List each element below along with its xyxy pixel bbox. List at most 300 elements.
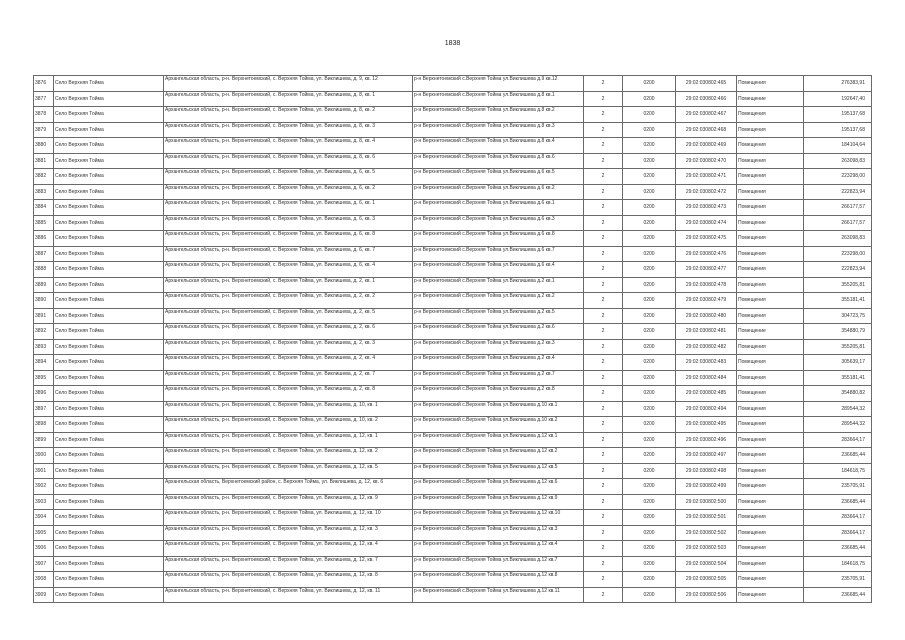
registry-address: р-н Верхнетоемский с.Верхняя Тойма ул.Виклишева д.12 кв.9 bbox=[413, 494, 584, 510]
table-row bbox=[34, 587, 872, 603]
cadastral-number: 29:02:030802:496 bbox=[676, 432, 737, 448]
registry-address: р-н Верхнетоемский с.Верхняя Тойма ул.Виклишева д.8 кв.1 bbox=[413, 91, 584, 107]
registry-address: р-н Верхнетоемский с.Верхняя Тойма ул.Виклишева д.8 кв.6 bbox=[413, 153, 584, 169]
registry-address: р-н Верхнетоемский с.Верхняя Тойма ул.Виклишева д.12 кв.3 bbox=[413, 525, 584, 541]
code-cell: 0200 bbox=[623, 494, 676, 510]
row-number: 3891 bbox=[34, 308, 54, 324]
cadastral-value: 283664,17 bbox=[804, 525, 872, 541]
table-row bbox=[34, 231, 872, 247]
object-type: Помещения bbox=[737, 479, 804, 495]
row-number: 3877 bbox=[34, 91, 54, 107]
settlement-name: Село Верхняя Тойма bbox=[54, 556, 164, 572]
table-row bbox=[34, 417, 872, 433]
object-type: Помещения bbox=[737, 184, 804, 200]
code-cell: 0200 bbox=[623, 432, 676, 448]
count-cell: 2 bbox=[584, 262, 623, 278]
settlement-name: Село Верхняя Тойма bbox=[54, 246, 164, 262]
settlement-name: Село Верхняя Тойма bbox=[54, 417, 164, 433]
cadastral-value: 355181,41 bbox=[804, 370, 872, 386]
cadastral-number: 29:02:030802:506 bbox=[676, 587, 737, 603]
cadastral-value: 235705,91 bbox=[804, 479, 872, 495]
cadastral-value: 355181,41 bbox=[804, 293, 872, 309]
object-type: Помещения bbox=[737, 494, 804, 510]
settlement-name: Село Верхняя Тойма bbox=[54, 215, 164, 231]
table-row bbox=[34, 572, 872, 588]
table-row bbox=[34, 463, 872, 479]
cadastral-value: 283664,17 bbox=[804, 510, 872, 526]
cadastral-number: 29:02:030802:495 bbox=[676, 417, 737, 433]
code-cell: 0200 bbox=[623, 572, 676, 588]
count-cell: 2 bbox=[584, 386, 623, 402]
object-type: Помещения bbox=[737, 169, 804, 185]
code-cell: 0200 bbox=[623, 200, 676, 216]
code-cell: 0200 bbox=[623, 138, 676, 154]
settlement-name: Село Верхняя Тойма bbox=[54, 541, 164, 557]
cadastral-number: 29:02:030802:494 bbox=[676, 401, 737, 417]
cadastral-value: 283664,17 bbox=[804, 432, 872, 448]
cadastral-value: 263098,83 bbox=[804, 153, 872, 169]
count-cell: 2 bbox=[584, 572, 623, 588]
page-number: 1838 bbox=[444, 40, 461, 47]
code-cell: 0200 bbox=[623, 293, 676, 309]
settlement-name: Село Верхняя Тойма bbox=[54, 370, 164, 386]
object-address: Архангельская область, р-н. Верхнетоемский, с. Верхняя Тойма, ул. Виклишева, д. 2, кв. 4 bbox=[164, 355, 413, 371]
cadastral-value: 263098,83 bbox=[804, 231, 872, 247]
object-address: Архангельская область, р-н. Верхнетоемский, с. Верхняя Тойма, ул. Виклишева, д. 12, кв. 1 bbox=[164, 432, 413, 448]
object-address: Архангельская область, р-н. Верхнетоемский, с. Верхняя Тойма, ул. Виклишева, д. 6, кв. 5 bbox=[164, 169, 413, 185]
object-address: Архангельская область, Верхнетоемский район, с. Верхняя Тойма, ул. Виклишева, д. 12, кв. 6 bbox=[164, 479, 413, 495]
settlement-name: Село Верхняя Тойма bbox=[54, 184, 164, 200]
registry-address: р-н Верхнетоемский с.Верхняя Тойма ул.Виклишева д.12 кв.8 bbox=[413, 572, 584, 588]
count-cell: 2 bbox=[584, 355, 623, 371]
table-row bbox=[34, 401, 872, 417]
registry-body bbox=[34, 76, 872, 603]
cadastral-number: 29:02:030802:473 bbox=[676, 200, 737, 216]
code-cell: 0200 bbox=[623, 556, 676, 572]
cadastral-number: 29:02:030802:469 bbox=[676, 138, 737, 154]
settlement-name: Село Верхняя Тойма bbox=[54, 587, 164, 603]
row-number: 3880 bbox=[34, 138, 54, 154]
row-number: 3896 bbox=[34, 386, 54, 402]
table-row bbox=[34, 122, 872, 138]
settlement-name: Село Верхняя Тойма bbox=[54, 463, 164, 479]
registry-address: р-н Верхнетоемский с.Верхняя Тойма ул.Виклишева д.2 кв.5 bbox=[413, 308, 584, 324]
registry-address: р-н Верхнетоемский с.Верхняя Тойма ул.Виклишева д.6 кв.8 bbox=[413, 231, 584, 247]
object-type: Помещения bbox=[737, 262, 804, 278]
count-cell: 2 bbox=[584, 401, 623, 417]
registry-address: р-н Верхнетоемский с.Верхняя Тойма ул.Виклишева д.12 кв.6 bbox=[413, 479, 584, 495]
cadastral-value: 184618,75 bbox=[804, 556, 872, 572]
cadastral-number: 29:02:030802:471 bbox=[676, 169, 737, 185]
code-cell: 0200 bbox=[623, 587, 676, 603]
table-row bbox=[34, 200, 872, 216]
row-number: 3881 bbox=[34, 153, 54, 169]
object-type: Помещения bbox=[737, 417, 804, 433]
count-cell: 2 bbox=[584, 525, 623, 541]
object-type: Помещение bbox=[737, 324, 804, 340]
cadastral-number: 29:02:030802:501 bbox=[676, 510, 737, 526]
registry-address: р-н Верхнетоемский с.Верхняя Тойма ул.Виклишева д.12 кв.5 bbox=[413, 463, 584, 479]
registry-address: р-н Верхнетоемский с.Верхняя Тойма ул.Виклишева д.2 кв.1 bbox=[413, 277, 584, 293]
count-cell: 2 bbox=[584, 448, 623, 464]
count-cell: 2 bbox=[584, 184, 623, 200]
object-address: Архангельская область, р-н. Верхнетоемский, с. Верхняя Тойма, ул. Виклишева, д. 10, кв. 2 bbox=[164, 417, 413, 433]
table-row bbox=[34, 277, 872, 293]
object-address: Архангельская область, р-н. Верхнетоемский, с. Верхняя Тойма, ул. Виклишева, д. 10, кв. 1 bbox=[164, 401, 413, 417]
count-cell: 2 bbox=[584, 107, 623, 123]
object-type: Помещения bbox=[737, 401, 804, 417]
row-number: 3895 bbox=[34, 370, 54, 386]
settlement-name: Село Верхняя Тойма bbox=[54, 525, 164, 541]
cadastral-number: 29:02:030802:504 bbox=[676, 556, 737, 572]
registry-address: р-н Верхнетоемский с.Верхняя Тойма ул.Виклишева д.12 кв.7 bbox=[413, 556, 584, 572]
row-number: 3885 bbox=[34, 215, 54, 231]
object-type: Помещения bbox=[737, 138, 804, 154]
table-row bbox=[34, 479, 872, 495]
cadastral-value: 184618,75 bbox=[804, 463, 872, 479]
registry-address: р-н Верхнетоемский с.Верхняя Тойма ул.Виклишева д.2 кв.6 bbox=[413, 324, 584, 340]
object-address: Архангельская область, р-н. Верхнетоемский, с. Верхняя Тойма, ул. Виклишева, д. 2, кв. 8 bbox=[164, 386, 413, 402]
code-cell: 0200 bbox=[623, 107, 676, 123]
registry-address: р-н Верхнетоемский с.Верхняя Тойма ул.Виклишева д.8 кв.3 bbox=[413, 122, 584, 138]
row-number: 3905 bbox=[34, 525, 54, 541]
code-cell: 0200 bbox=[623, 355, 676, 371]
object-type: Помещение bbox=[737, 215, 804, 231]
code-cell: 0200 bbox=[623, 169, 676, 185]
registry-address: р-н Верхнетоемский с.Верхняя Тойма ул.Виклишева д.12 кв.4 bbox=[413, 541, 584, 557]
settlement-name: Село Верхняя Тойма bbox=[54, 339, 164, 355]
count-cell: 2 bbox=[584, 138, 623, 154]
cadastral-number: 29:02:030802:467 bbox=[676, 107, 737, 123]
cadastral-number: 29:02:030802:485 bbox=[676, 386, 737, 402]
cadastral-value: 305639,17 bbox=[804, 355, 872, 371]
object-address: Архангельская область, р-н. Верхнетоемский, с. Верхняя Тойма, ул. Виклишева, д. 6, кв. 4 bbox=[164, 262, 413, 278]
settlement-name: Село Верхняя Тойма bbox=[54, 76, 164, 92]
cadastral-value: 184104,64 bbox=[804, 138, 872, 154]
cadastral-number: 29:02:030802:472 bbox=[676, 184, 737, 200]
row-number: 3901 bbox=[34, 463, 54, 479]
table-row bbox=[34, 153, 872, 169]
table-row bbox=[34, 541, 872, 557]
row-number: 3879 bbox=[34, 122, 54, 138]
registry-address: р-н Верхнетоемский с.Верхняя Тойма ул.Виклишева д.12 кв.10 bbox=[413, 510, 584, 526]
registry-table bbox=[33, 75, 872, 603]
object-type: Помещения bbox=[737, 370, 804, 386]
cadastral-value: 223298,00 bbox=[804, 169, 872, 185]
object-address: Архангельская область, р-н. Верхнетоемский, с. Верхняя Тойма, ул. Виклишева, д. 2, кв. 5 bbox=[164, 308, 413, 324]
object-address: Архангельская область, р-н. Верхнетоемский, с. Верхняя Тойма, ул. Виклишева, д. 8, кв. 3 bbox=[164, 122, 413, 138]
row-number: 3908 bbox=[34, 572, 54, 588]
count-cell: 2 bbox=[584, 308, 623, 324]
row-number: 3884 bbox=[34, 200, 54, 216]
cadastral-number: 29:02:030802:497 bbox=[676, 448, 737, 464]
settlement-name: Село Верхняя Тойма bbox=[54, 448, 164, 464]
count-cell: 2 bbox=[584, 587, 623, 603]
object-address: Архангельская область, р-н. Верхнетоемский, с. Верхняя Тойма, ул. Виклишева, д. 2, кв. 2 bbox=[164, 293, 413, 309]
code-cell: 0200 bbox=[623, 370, 676, 386]
row-number: 3889 bbox=[34, 277, 54, 293]
object-type: Помещения bbox=[737, 277, 804, 293]
cadastral-number: 29:02:030802:475 bbox=[676, 231, 737, 247]
object-address: Архангельская область, р-н. Верхнетоемский, с. Верхняя Тойма, ул. Виклишева, д. 8, кв. 2 bbox=[164, 107, 413, 123]
object-address: Архангельская область, р-н. Верхнетоемский, с. Верхняя Тойма, ул. Виклишева, д. 6, кв. 7 bbox=[164, 246, 413, 262]
count-cell: 2 bbox=[584, 76, 623, 92]
row-number: 3904 bbox=[34, 510, 54, 526]
registry-address: р-н Верхнетоемский с.Верхняя Тойма ул.Виклишева д.10 кв.1 bbox=[413, 401, 584, 417]
code-cell: 0200 bbox=[623, 184, 676, 200]
table-row bbox=[34, 262, 872, 278]
code-cell: 0200 bbox=[623, 246, 676, 262]
object-address: Архангельская область, р-н. Верхнетоемский, с. Верхняя Тойма, ул. Виклишева, д. 12, кв. 11 bbox=[164, 587, 413, 603]
count-cell: 2 bbox=[584, 215, 623, 231]
cadastral-number: 29:02:030802:503 bbox=[676, 541, 737, 557]
code-cell: 0200 bbox=[623, 510, 676, 526]
code-cell: 0200 bbox=[623, 479, 676, 495]
table-row bbox=[34, 339, 872, 355]
object-address: Архангельская область, р-н. Верхнетоемский, с. Верхняя Тойма, ул. Виклишева, д. 12, кв. 2 bbox=[164, 448, 413, 464]
code-cell: 0200 bbox=[623, 525, 676, 541]
cadastral-value: 355205,81 bbox=[804, 277, 872, 293]
object-address: Архангельская область, р-н. Верхнетоемский, с. Верхняя Тойма, ул. Виклишева, д. 12, кв. 8 bbox=[164, 572, 413, 588]
registry-address: р-н Верхнетоемский с.Верхняя Тойма ул.Виклишева д.8 кв.4 bbox=[413, 138, 584, 154]
cadastral-value: 354880,82 bbox=[804, 386, 872, 402]
cadastral-number: 29:02:030802:499 bbox=[676, 479, 737, 495]
table-row bbox=[34, 525, 872, 541]
count-cell: 2 bbox=[584, 169, 623, 185]
table-row bbox=[34, 556, 872, 572]
object-address: Архангельская область, р-н. Верхнетоемский, с. Верхняя Тойма, ул. Виклишева, д. 6, кв. 3 bbox=[164, 215, 413, 231]
registry-address: р-н Верхнетоемский с.Верхняя Тойма ул.Виклишева д.2 кв.2 bbox=[413, 293, 584, 309]
cadastral-number: 29:02:030802:480 bbox=[676, 308, 737, 324]
cadastral-value: 195137,68 bbox=[804, 122, 872, 138]
cadastral-value: 289544,32 bbox=[804, 417, 872, 433]
code-cell: 0200 bbox=[623, 386, 676, 402]
object-type: Помещения bbox=[737, 200, 804, 216]
object-type: Помещения bbox=[737, 293, 804, 309]
count-cell: 2 bbox=[584, 463, 623, 479]
table-row bbox=[34, 448, 872, 464]
settlement-name: Село Верхняя Тойма bbox=[54, 355, 164, 371]
settlement-name: Село Верхняя Тойма bbox=[54, 231, 164, 247]
settlement-name: Село Верхняя Тойма bbox=[54, 91, 164, 107]
code-cell: 0200 bbox=[623, 215, 676, 231]
object-address: Архангельская область, р-н. Верхнетоемский, с. Верхняя Тойма, ул. Виклишева, д. 9, кв. 12 bbox=[164, 76, 413, 92]
count-cell: 2 bbox=[584, 277, 623, 293]
code-cell: 0200 bbox=[623, 308, 676, 324]
object-address: Архангельская область, р-н. Верхнетоемский, с. Верхняя Тойма, ул. Виклишева, д. 12, кв. 10 bbox=[164, 510, 413, 526]
settlement-name: Село Верхняя Тойма bbox=[54, 107, 164, 123]
settlement-name: Село Верхняя Тойма bbox=[54, 169, 164, 185]
object-type: Помещения bbox=[737, 386, 804, 402]
registry-address: р-н Верхнетоемский с.Верхняя Тойма ул.Виклишева д.6 кв.3 bbox=[413, 215, 584, 231]
object-type: Помещение bbox=[737, 91, 804, 107]
row-number: 3898 bbox=[34, 417, 54, 433]
cadastral-number: 29:02:030802:502 bbox=[676, 525, 737, 541]
object-address: Архангельская область, р-н. Верхнетоемский, с. Верхняя Тойма, ул. Виклишева, д. 6, кв. 1 bbox=[164, 200, 413, 216]
object-type: Помещения bbox=[737, 448, 804, 464]
table-row bbox=[34, 293, 872, 309]
cadastral-value: 236685,44 bbox=[804, 587, 872, 603]
table-row bbox=[34, 432, 872, 448]
count-cell: 2 bbox=[584, 556, 623, 572]
object-address: Архангельская область, р-н. Верхнетоемский, с. Верхняя Тойма, ул. Виклишева, д. 2, кв. 6 bbox=[164, 324, 413, 340]
code-cell: 0200 bbox=[623, 417, 676, 433]
object-type: Помещения bbox=[737, 541, 804, 557]
cadastral-number: 29:02:030802:466 bbox=[676, 91, 737, 107]
settlement-name: Село Верхняя Тойма bbox=[54, 401, 164, 417]
code-cell: 0200 bbox=[623, 153, 676, 169]
code-cell: 0200 bbox=[623, 401, 676, 417]
settlement-name: Село Верхняя Тойма bbox=[54, 153, 164, 169]
count-cell: 2 bbox=[584, 246, 623, 262]
cadastral-number: 29:02:030802:498 bbox=[676, 463, 737, 479]
table-row bbox=[34, 355, 872, 371]
cadastral-value: 223298,00 bbox=[804, 246, 872, 262]
row-number: 3893 bbox=[34, 339, 54, 355]
row-number: 3883 bbox=[34, 184, 54, 200]
cadastral-value: 304723,75 bbox=[804, 308, 872, 324]
object-address: Архангельская область, р-н. Верхнетоемский, с. Верхняя Тойма, ул. Виклишева, д. 8, кв. 4 bbox=[164, 138, 413, 154]
row-number: 3876 bbox=[34, 76, 54, 92]
cadastral-number: 29:02:030802:483 bbox=[676, 355, 737, 371]
row-number: 3882 bbox=[34, 169, 54, 185]
registry-address: р-н Верхнетоемский с.Верхняя Тойма ул.Виклишева д.6 кв.5 bbox=[413, 169, 584, 185]
settlement-name: Село Верхняя Тойма bbox=[54, 479, 164, 495]
object-type: Помещения bbox=[737, 308, 804, 324]
object-type: Помещения bbox=[737, 525, 804, 541]
object-address: Архангельская область, р-н. Верхнетоемский, с. Верхняя Тойма, ул. Виклишева, д. 8, кв. 6 bbox=[164, 153, 413, 169]
table-row bbox=[34, 494, 872, 510]
row-number: 3897 bbox=[34, 401, 54, 417]
object-type: Помещения bbox=[737, 510, 804, 526]
registry-address: р-н Верхнетоемский с.Верхняя Тойма ул.Виклишева д.6 кв.1 bbox=[413, 200, 584, 216]
count-cell: 2 bbox=[584, 293, 623, 309]
settlement-name: Село Верхняя Тойма bbox=[54, 572, 164, 588]
object-type: Помещения bbox=[737, 122, 804, 138]
settlement-name: Село Верхняя Тойма bbox=[54, 122, 164, 138]
count-cell: 2 bbox=[584, 370, 623, 386]
registry-address: р-н Верхнетоемский с.Верхняя Тойма ул.Виклишева д.12 кв.2 bbox=[413, 448, 584, 464]
row-number: 3906 bbox=[34, 541, 54, 557]
row-number: 3892 bbox=[34, 324, 54, 340]
code-cell: 0200 bbox=[623, 324, 676, 340]
cadastral-value: 236685,44 bbox=[804, 494, 872, 510]
object-type: Помещения bbox=[737, 339, 804, 355]
registry-address: р-н Верхнетоемский с.Верхняя Тойма ул.Виклишева д.2 кв.7 bbox=[413, 370, 584, 386]
cadastral-value: 266177,57 bbox=[804, 200, 872, 216]
code-cell: 0200 bbox=[623, 541, 676, 557]
code-cell: 0200 bbox=[623, 91, 676, 107]
cadastral-value: 236685,44 bbox=[804, 541, 872, 557]
object-type: Помещения bbox=[737, 572, 804, 588]
cadastral-number: 29:02:030802:477 bbox=[676, 262, 737, 278]
cadastral-number: 29:02:030802:468 bbox=[676, 122, 737, 138]
object-address: Архангельская область, р-н. Верхнетоемский, с. Верхняя Тойма, ул. Виклишева, д. 12, кв. 7 bbox=[164, 556, 413, 572]
table-row bbox=[34, 370, 872, 386]
table-row bbox=[34, 138, 872, 154]
settlement-name: Село Верхняя Тойма bbox=[54, 324, 164, 340]
object-address: Архангельская область, р-н. Верхнетоемский, с. Верхняя Тойма, ул. Виклишева, д. 2, кв. 7 bbox=[164, 370, 413, 386]
registry-address: р-н Верхнетоемский с.Верхняя Тойма ул.Виклишева д.6 кв.2 bbox=[413, 184, 584, 200]
registry-address: р-н Верхнетоемский с.Верхняя Тойма ул.Виклишева д.12 кв.11 bbox=[413, 587, 584, 603]
row-number: 3890 bbox=[34, 293, 54, 309]
table-row bbox=[34, 246, 872, 262]
count-cell: 2 bbox=[584, 541, 623, 557]
object-type: Помещения bbox=[737, 463, 804, 479]
count-cell: 2 bbox=[584, 432, 623, 448]
object-type: Помещения bbox=[737, 587, 804, 603]
code-cell: 0200 bbox=[623, 277, 676, 293]
settlement-name: Село Верхняя Тойма bbox=[54, 277, 164, 293]
object-address: Архангельская область, р-н. Верхнетоемский, с. Верхняя Тойма, ул. Виклишева, д. 12, кв. 4 bbox=[164, 541, 413, 557]
row-number: 3909 bbox=[34, 587, 54, 603]
table-row bbox=[34, 169, 872, 185]
cadastral-value: 355205,81 bbox=[804, 339, 872, 355]
cadastral-value: 222823,94 bbox=[804, 184, 872, 200]
row-number: 3894 bbox=[34, 355, 54, 371]
object-type: Помещения bbox=[737, 107, 804, 123]
count-cell: 2 bbox=[584, 324, 623, 340]
object-type: Помещения bbox=[737, 76, 804, 92]
object-type: Помещения bbox=[737, 246, 804, 262]
settlement-name: Село Верхняя Тойма bbox=[54, 494, 164, 510]
table-row bbox=[34, 215, 872, 231]
cadastral-number: 29:02:030802:505 bbox=[676, 572, 737, 588]
cadastral-value: 192647,40 bbox=[804, 91, 872, 107]
object-address: Архангельская область, р-н. Верхнетоемский, с. Верхняя Тойма, ул. Виклишева, д. 6, кв. 2 bbox=[164, 184, 413, 200]
cadastral-value: 222823,94 bbox=[804, 262, 872, 278]
table-row bbox=[34, 76, 872, 92]
code-cell: 0200 bbox=[623, 448, 676, 464]
row-number: 3899 bbox=[34, 432, 54, 448]
cadastral-number: 29:02:030802:476 bbox=[676, 246, 737, 262]
object-address: Архангельская область, р-н. Верхнетоемский, с. Верхняя Тойма, ул. Виклишева, д. 6, кв. 8 bbox=[164, 231, 413, 247]
cadastral-number: 29:02:030802:470 bbox=[676, 153, 737, 169]
settlement-name: Село Верхняя Тойма bbox=[54, 432, 164, 448]
settlement-name: Село Верхняя Тойма bbox=[54, 138, 164, 154]
object-type: Помещения bbox=[737, 231, 804, 247]
object-address: Архангельская область, р-н. Верхнетоемский, с. Верхняя Тойма, ул. Виклишева, д. 12, кв. 3 bbox=[164, 525, 413, 541]
table-row bbox=[34, 510, 872, 526]
registry-address: р-н Верхнетоемский с.Верхняя Тойма ул.Виклишева д.6 кв.7 bbox=[413, 246, 584, 262]
row-number: 3878 bbox=[34, 107, 54, 123]
settlement-name: Село Верхняя Тойма bbox=[54, 262, 164, 278]
cadastral-number: 29:02:030802:484 bbox=[676, 370, 737, 386]
cadastral-value: 235705,91 bbox=[804, 572, 872, 588]
object-type: Помещения bbox=[737, 556, 804, 572]
settlement-name: Село Верхняя Тойма bbox=[54, 293, 164, 309]
cadastral-number: 29:02:030802:478 bbox=[676, 277, 737, 293]
object-address: Архангельская область, р-н. Верхнетоемский, с. Верхняя Тойма, ул. Виклишева, д. 2, кв. 1 bbox=[164, 277, 413, 293]
cadastral-number: 29:02:030802:482 bbox=[676, 339, 737, 355]
row-number: 3888 bbox=[34, 262, 54, 278]
count-cell: 2 bbox=[584, 153, 623, 169]
count-cell: 2 bbox=[584, 122, 623, 138]
table-row bbox=[34, 184, 872, 200]
settlement-name: Село Верхняя Тойма bbox=[54, 200, 164, 216]
cadastral-number: 29:02:030802:500 bbox=[676, 494, 737, 510]
table-row bbox=[34, 386, 872, 402]
object-type: Помещения bbox=[737, 432, 804, 448]
count-cell: 2 bbox=[584, 91, 623, 107]
count-cell: 2 bbox=[584, 510, 623, 526]
registry-address: р-н Верхнетоемский с.Верхняя Тойма ул.Виклишева д.9 кв.12 bbox=[413, 76, 584, 92]
row-number: 3903 bbox=[34, 494, 54, 510]
row-number: 3887 bbox=[34, 246, 54, 262]
table-row bbox=[34, 91, 872, 107]
registry-address: р-н Верхнетоемский с.Верхняя Тойма ул.Виклишева д.8 кв.2 bbox=[413, 107, 584, 123]
registry-address: р-н Верхнетоемский с.Верхняя Тойма ул.Виклишева д.2 кв.4 bbox=[413, 355, 584, 371]
